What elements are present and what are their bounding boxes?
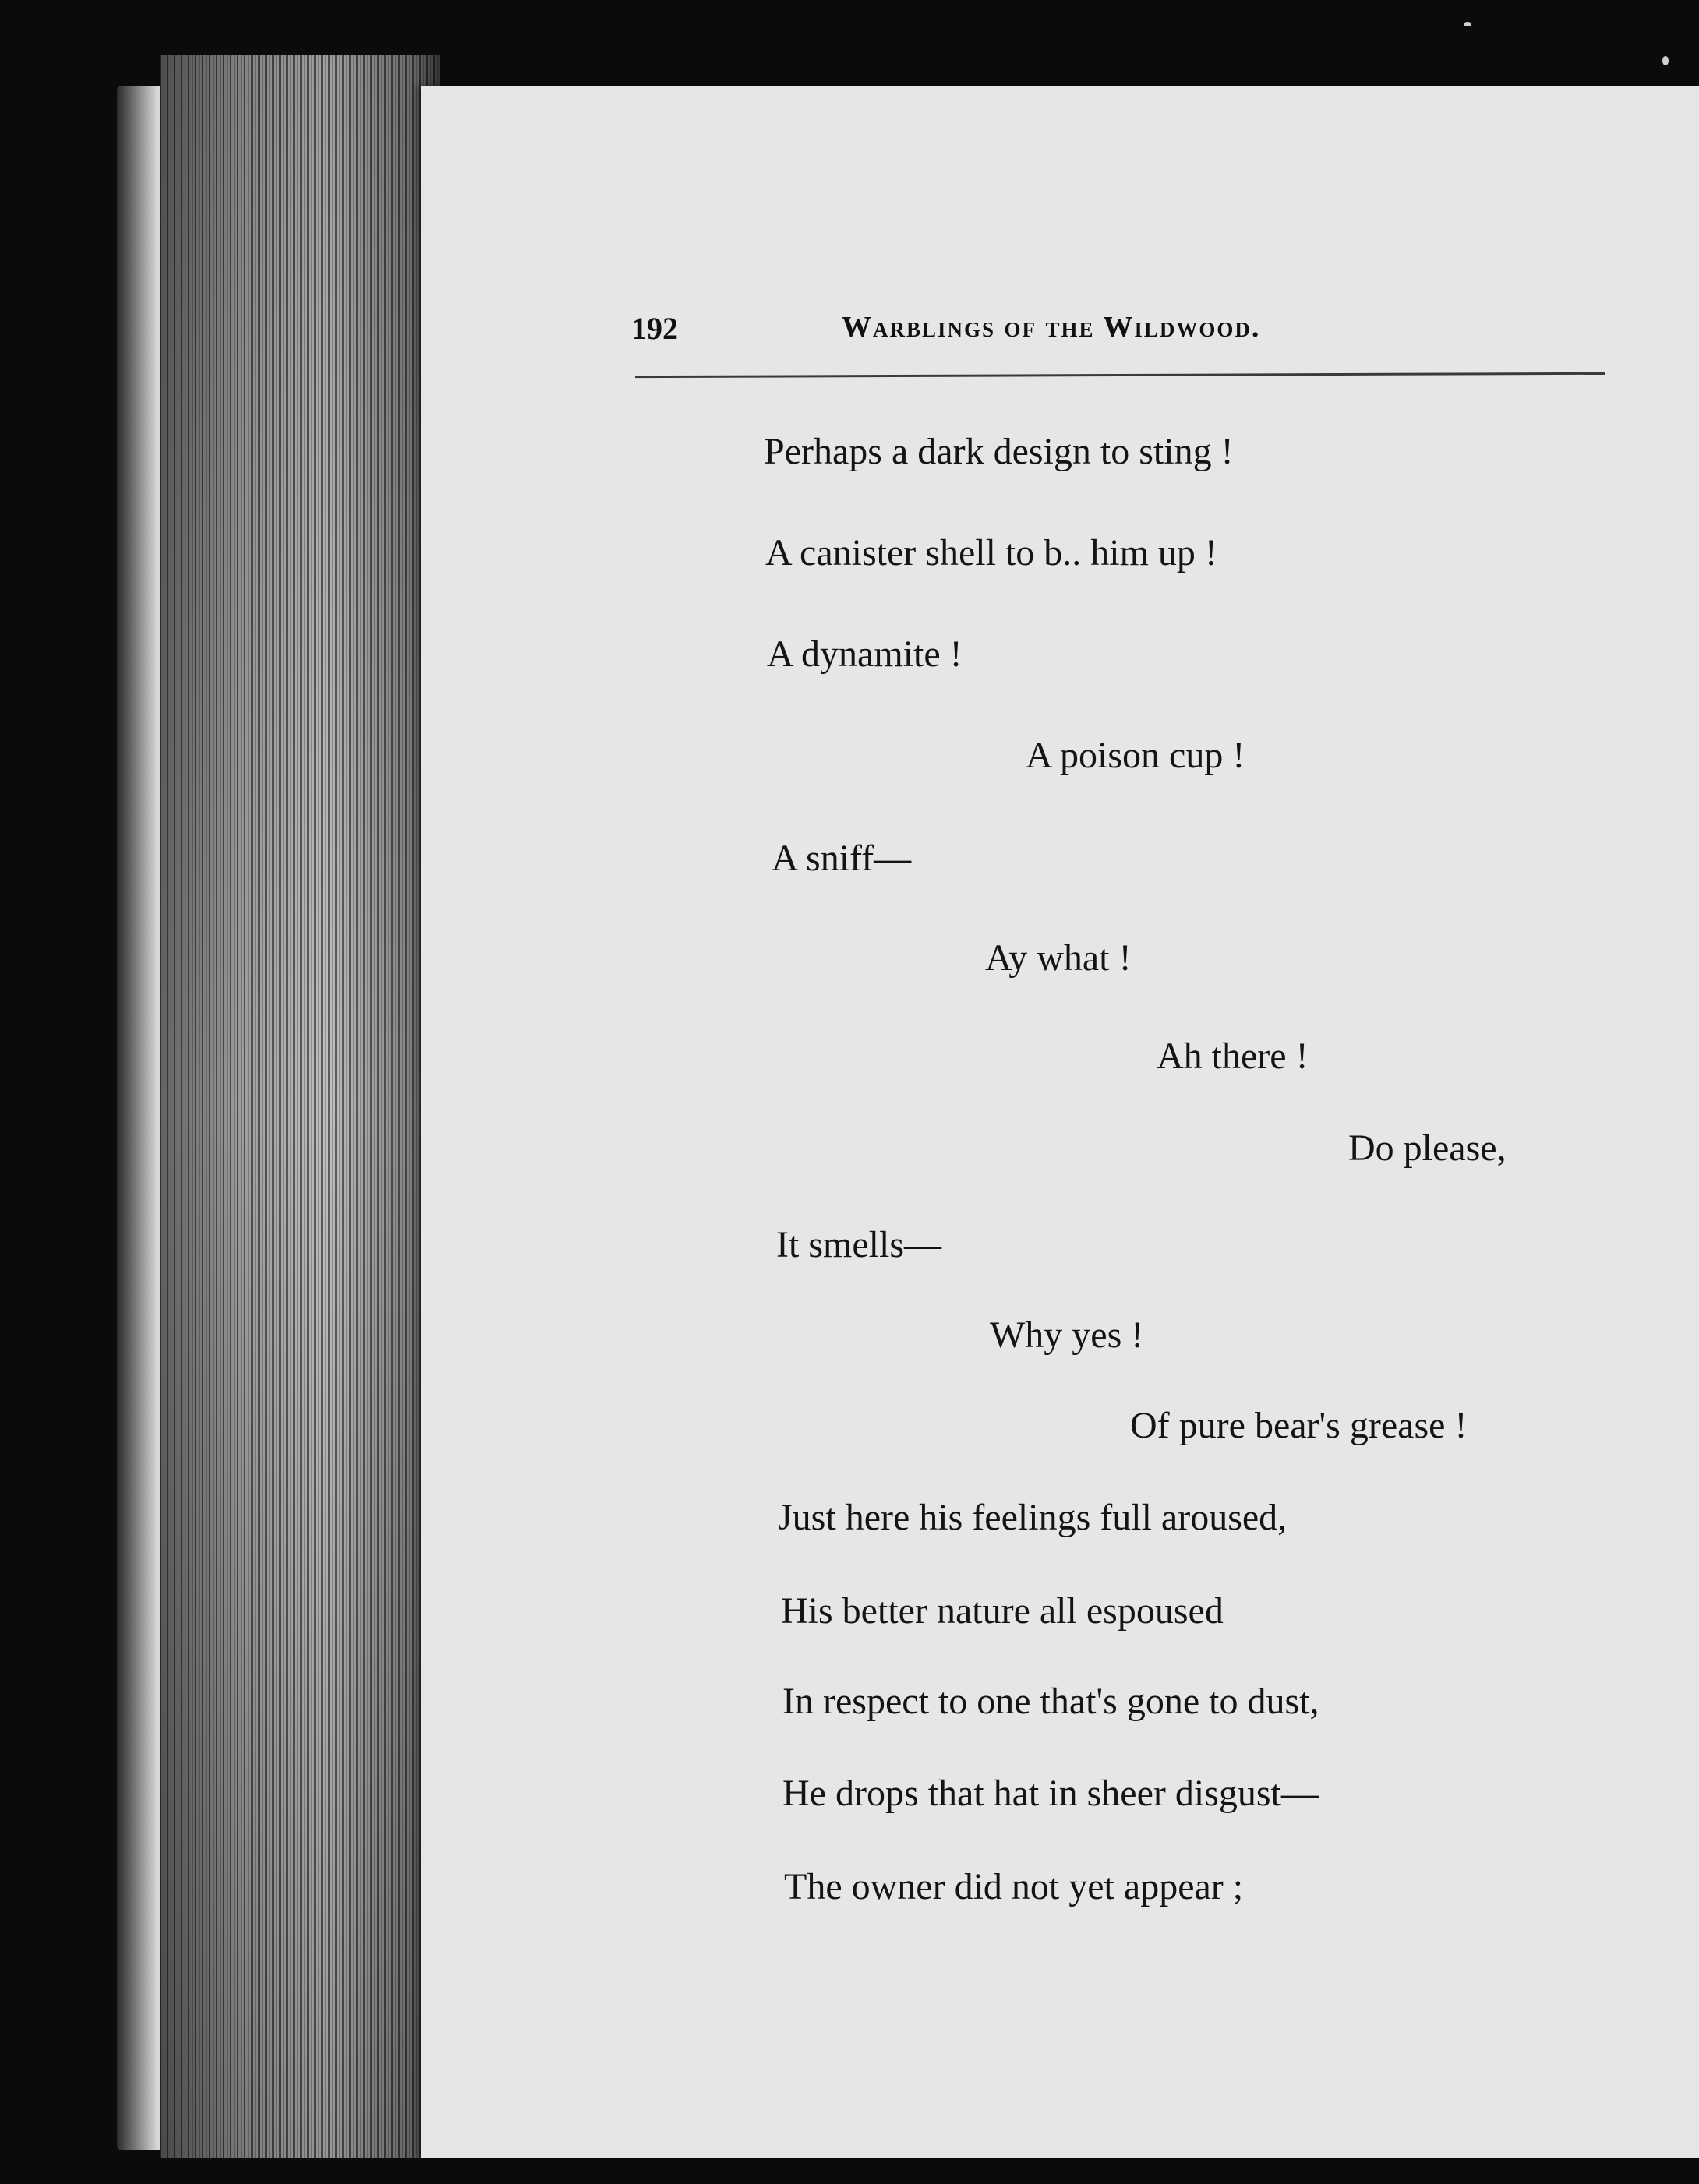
verse-line: Why yes ! — [990, 1314, 1144, 1356]
verse-line: Perhaps a dark design to sting ! — [764, 431, 1234, 472]
running-title: Warblings of the Wildwood. — [842, 311, 1261, 344]
verse-line: In respect to one that's gone to dust, — [782, 1681, 1319, 1722]
verse-line: Do please, — [1348, 1127, 1506, 1169]
verse-line: He drops that hat in sheer disgust— — [782, 1773, 1319, 1814]
verse-line: His better nature all espoused — [781, 1590, 1224, 1632]
verse-line: Of pure bear's grease ! — [1130, 1405, 1468, 1446]
verse-line: Ah there ! — [1157, 1036, 1309, 1077]
verse-line: A dynamite ! — [767, 633, 963, 675]
verse-line: A canister shell to b.. him up ! — [765, 532, 1217, 573]
verse-line: A poison cup ! — [1026, 735, 1245, 776]
verse-line: It smells— — [776, 1224, 941, 1265]
verse-line: Just here his feelings full aroused, — [778, 1497, 1287, 1538]
verse-line: Ay what ! — [985, 937, 1132, 979]
verse-line: A sniff— — [772, 838, 912, 879]
page-number: 192 — [631, 311, 678, 346]
verse-line: The owner did not yet appear ; — [784, 1866, 1244, 1907]
